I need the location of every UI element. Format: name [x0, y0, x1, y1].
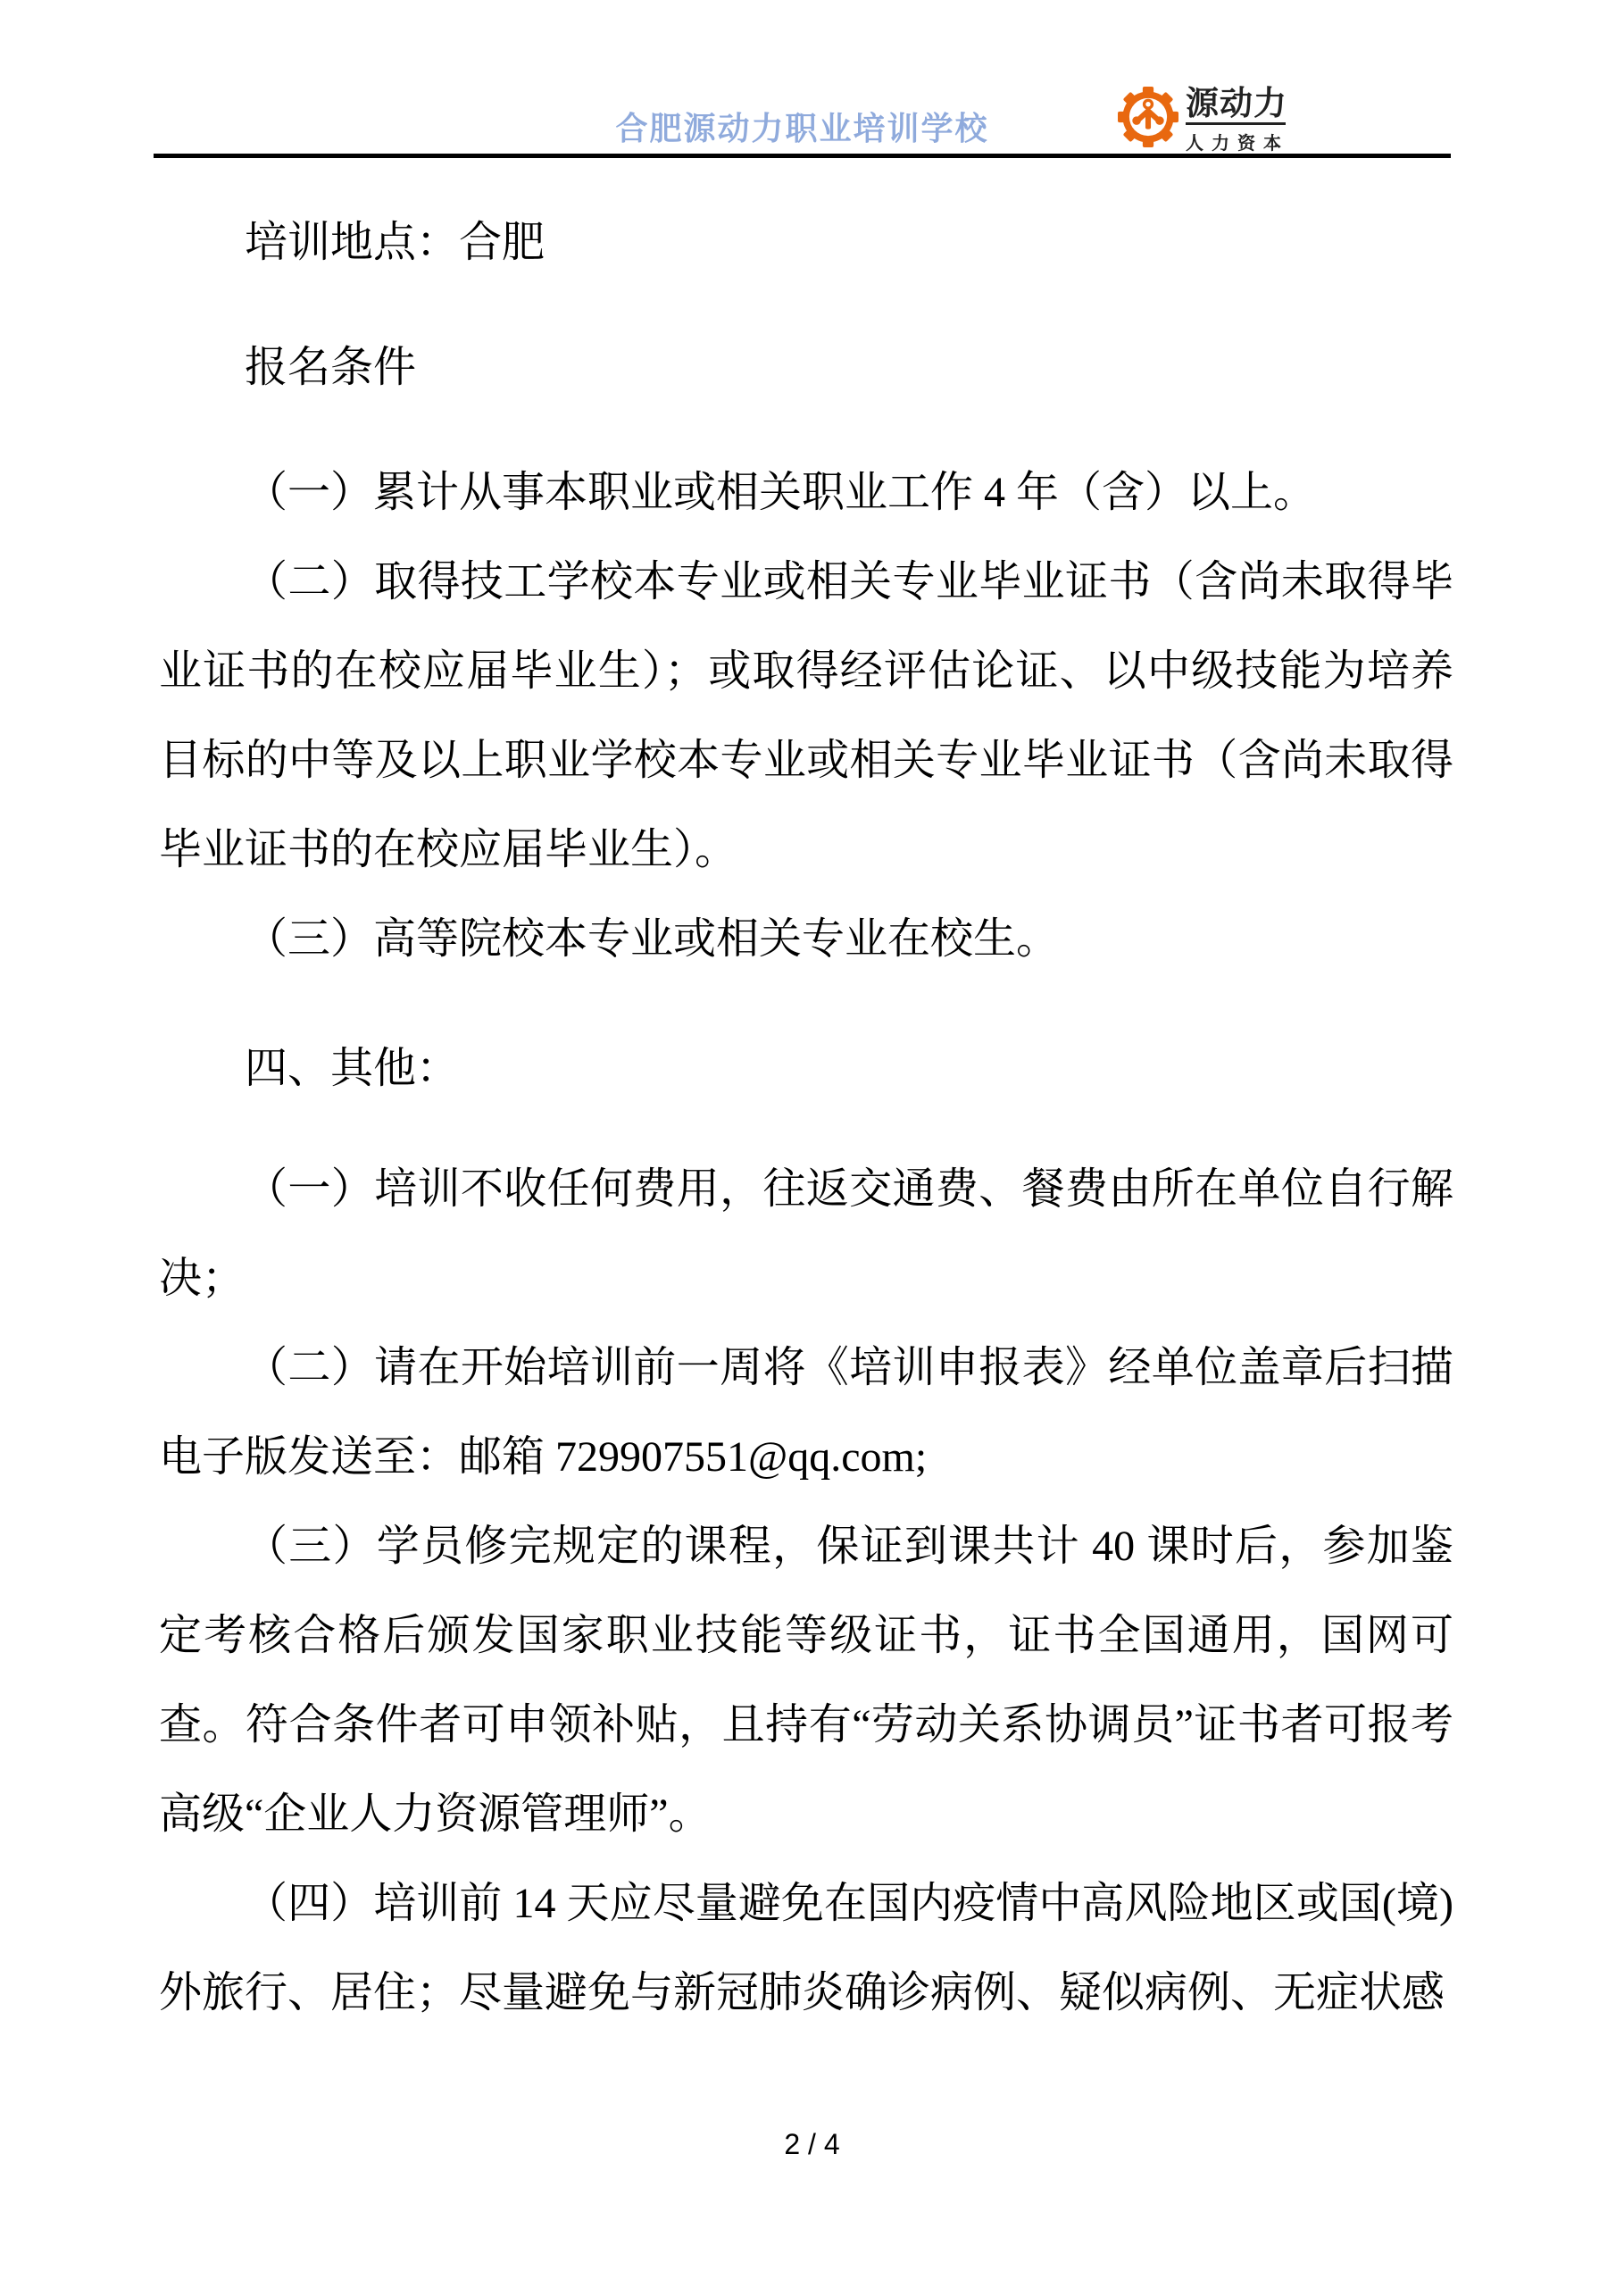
gear-person-icon — [1118, 87, 1178, 147]
paragraph-section-4-heading: 四、其他： — [245, 1045, 460, 1092]
paragraph-condition-1: （一）累计从事本职业或相关职业工作 4 年（含）以上。 — [245, 469, 1317, 516]
header-rule — [154, 154, 1451, 158]
paragraph-enrollment-conditions-heading: 报名条件 — [245, 344, 417, 391]
brand-logo — [1118, 87, 1289, 154]
paragraph-other-1: （一）培训不收任何费用，往返交通费、餐费由所在单位自行解决； — [159, 1165, 1453, 1302]
paragraph-other-2: （二）请在开始培训前一周将《培训申报表》经单位盖章后扫描电子版发送至：邮箱 729907551@qq.com; — [159, 1344, 1453, 1481]
paragraph-other-3: （三）学员修完规定的课程，保证到课共计 40 课时后，参加鉴定考核合格后颁发国家职业技能等级证书，证书全国通用，国网可查。符合条件者可申领补贴，且持有“劳动关系协调员”证书者可报考高级“企业人力资源管理师”。 — [159, 1523, 1453, 1838]
paragraph-training-location: 培训地点：合肥 — [245, 219, 545, 266]
brand-subtitle: 人力资本 — [1186, 134, 1289, 154]
paragraph-other-4: （四）培训前 14 天应尽量避免在国内疫情中高风险地区或国(境)外旅行、居住；尽量避免与新冠肺炎确诊病例、疑似病例、无症状感 — [159, 1880, 1453, 2016]
document-body — [159, 198, 1453, 2038]
header-school-name: 合肥源动力职业培训学校 — [615, 110, 989, 146]
brand-text-block — [1186, 87, 1289, 154]
paragraph-condition-3: （三）高等院校本专业或相关专业在校生。 — [245, 915, 1060, 963]
brand-name: 源动力 — [1186, 85, 1287, 121]
paragraph-condition-2: （二）取得技工学校本专业或相关专业毕业证书（含尚未取得毕业证书的在校应届毕业生）；或取得经评估论证、以中级技能为培养目标的中等及以上职业学校本专业或相关专业毕业证书（含尚未取得毕业证书的在校应届毕业生）。 — [159, 558, 1453, 873]
page-number: 2 / 4 — [784, 2128, 840, 2160]
brand-divider — [1186, 122, 1286, 125]
